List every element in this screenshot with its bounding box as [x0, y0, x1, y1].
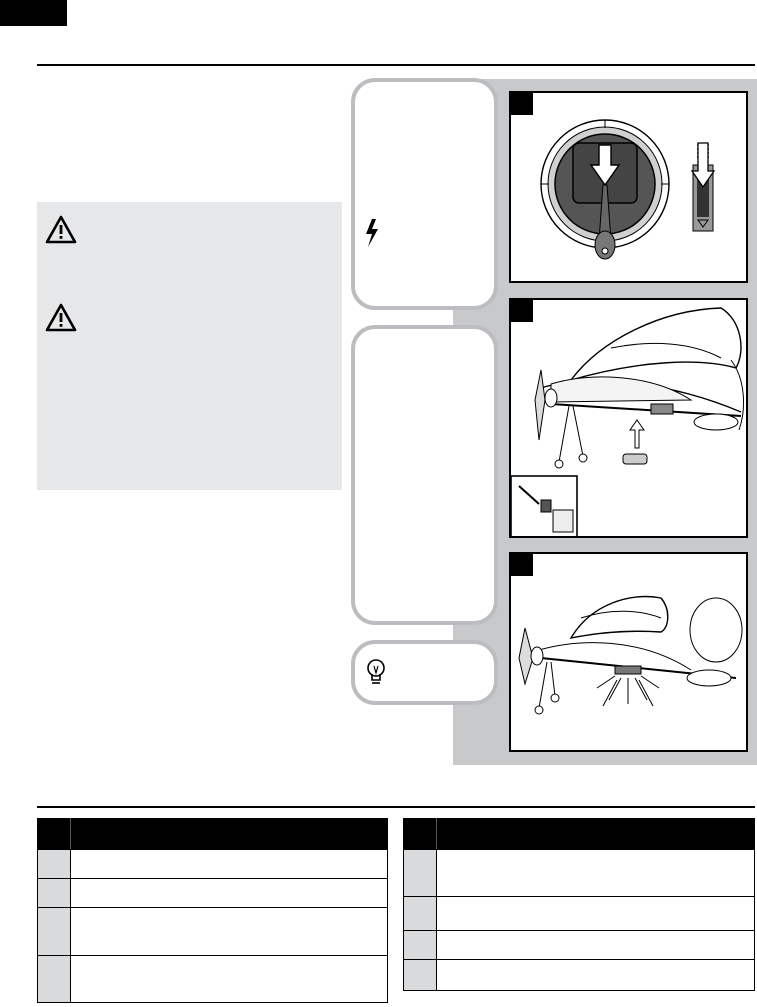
- section-tab: [0, 0, 67, 26]
- table-cell-number: [404, 931, 437, 960]
- table-cell-text: [437, 897, 755, 931]
- lightning-icon: [363, 218, 381, 248]
- table-row: [38, 850, 388, 879]
- table-row: [404, 931, 755, 960]
- table-cell-text: [71, 850, 388, 879]
- intro-text: [37, 80, 337, 190]
- table-cell-number: [38, 850, 71, 879]
- figure-throttle-stick: [509, 91, 748, 283]
- warning-text-1: [85, 216, 335, 286]
- section-rule: [37, 806, 755, 808]
- table-cell-number: [404, 897, 437, 931]
- callout-tip: [351, 640, 498, 705]
- table-cell-text: [71, 956, 388, 1003]
- throttle-stick-illustration: [511, 93, 746, 281]
- callout-connect: [351, 325, 498, 625]
- warning-triangle-icon: [45, 215, 77, 245]
- table-header-description: [437, 819, 755, 850]
- status-table-right: [403, 818, 755, 991]
- table-cell-text: [437, 850, 755, 897]
- warning-text-2: [85, 304, 335, 474]
- table-cell-number: [404, 850, 437, 897]
- table-cell-number: [38, 956, 71, 1003]
- table-cell-number: [404, 960, 437, 991]
- lightbulb-icon: [366, 658, 386, 688]
- callout-text-3: [393, 654, 493, 694]
- figure-led-indicator: [509, 552, 748, 752]
- status-table-left: [37, 818, 388, 1003]
- table-row: [404, 897, 755, 931]
- callout-text-2: [367, 349, 487, 609]
- table-cell-text: [71, 879, 388, 908]
- aircraft-led-illustration: [511, 554, 746, 750]
- table-cell-text: [437, 960, 755, 991]
- table-cell-text: [437, 931, 755, 960]
- top-rule: [37, 64, 755, 66]
- warning-box: [37, 202, 342, 490]
- table-header-description: [71, 819, 388, 850]
- aircraft-battery-illustration: [511, 300, 746, 536]
- table-row: [404, 960, 755, 991]
- figure-battery-install: [509, 298, 748, 538]
- table-header-number: [404, 819, 437, 850]
- table-row: [38, 908, 388, 956]
- callout-power: [351, 78, 498, 310]
- table-header-number: [38, 819, 71, 850]
- table-row: [38, 956, 388, 1003]
- table-row: [38, 879, 388, 908]
- table-cell-number: [38, 879, 71, 908]
- table-cell-number: [38, 908, 71, 956]
- callout-text-1: [385, 102, 490, 292]
- warning-triangle-icon: [45, 303, 77, 333]
- table-row: [404, 850, 755, 897]
- table-cell-text: [71, 908, 388, 956]
